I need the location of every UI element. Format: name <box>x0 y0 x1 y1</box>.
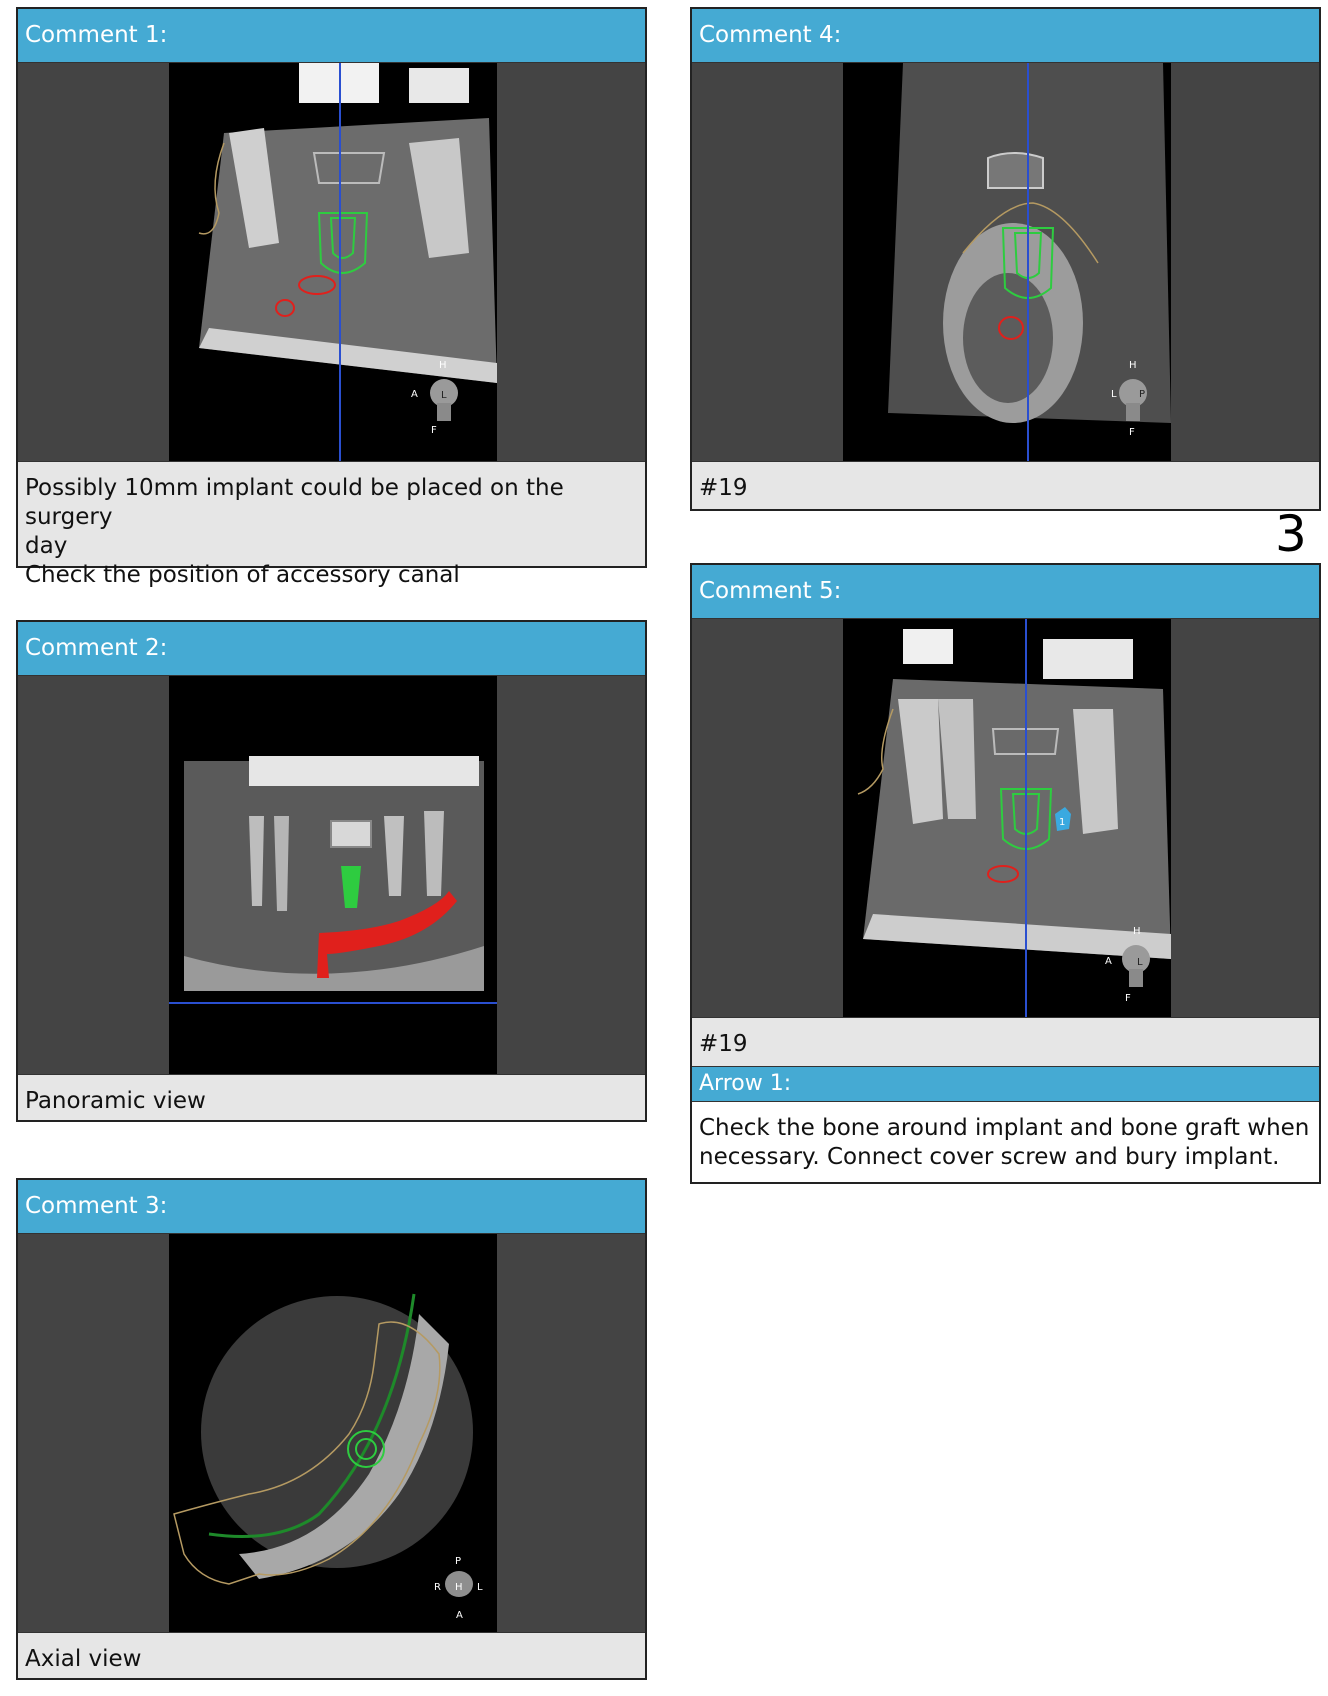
orientation-top-label: H <box>1129 360 1137 371</box>
comment-4-title: Comment 4: <box>692 9 1319 63</box>
orientation-left-label: A <box>1105 956 1112 967</box>
orientation-left-label: R <box>434 1582 441 1593</box>
caption-line-3: Check the position of accessory canal <box>25 562 460 588</box>
panoramic-scan <box>169 676 497 1074</box>
orientation-top-label: H <box>439 360 447 371</box>
comment-panel-3 <box>16 1178 647 1680</box>
comment-3-viewer[interactable] <box>18 1234 645 1633</box>
caption-line-1: Possibly 10mm implant could be placed on the surgery <box>25 475 564 530</box>
arrow-1-marker: 1 <box>1059 817 1066 828</box>
orientation-bottom-label: F <box>431 425 437 436</box>
arrow-text-line-2: necessary. Connect cover screw and bury implant. <box>699 1144 1280 1170</box>
comment-4-caption: #19 <box>699 475 748 501</box>
arrow-1-text <box>692 1102 1319 1182</box>
comment-2-title: Comment 2: <box>18 622 645 676</box>
orientation-right-label: L <box>1137 957 1143 968</box>
comment-panel-5 <box>690 563 1321 1184</box>
comment-2-caption: Panoramic view <box>25 1088 206 1114</box>
comment-5-title: Comment 5: <box>692 565 1319 619</box>
comment-1-title: Comment 1: <box>18 9 645 63</box>
comment-2-viewer[interactable] <box>18 676 645 1075</box>
orientation-right-label: L <box>441 390 447 401</box>
orientation-bottom-label: F <box>1125 993 1131 1004</box>
cross-section-scan-5 <box>843 619 1171 1017</box>
arrow-text-line-1: Check the bone around implant and bone graft when <box>699 1115 1310 1141</box>
comment-panel-2 <box>16 620 647 1122</box>
comment-4-viewer[interactable] <box>692 63 1319 462</box>
orientation-bottom-label: A <box>456 1610 463 1621</box>
orientation-top-label: H <box>1133 926 1141 937</box>
orientation-right-label: L <box>477 1582 483 1593</box>
axial-scan <box>169 1234 497 1632</box>
orientation-left-label: L <box>1111 389 1117 400</box>
cross-section-scan-4 <box>843 63 1171 461</box>
orientation-center-label: H <box>455 1582 463 1593</box>
comment-1-caption <box>18 462 645 598</box>
comment-1-viewer[interactable] <box>18 63 645 462</box>
page-number: 3 <box>1275 505 1307 563</box>
orientation-left-label: A <box>411 389 418 400</box>
cross-section-scan-1 <box>169 63 497 461</box>
caption-line-2: day <box>25 533 68 559</box>
comment-panel-4 <box>690 7 1321 511</box>
comment-3-caption: Axial view <box>25 1646 142 1672</box>
comment-panel-1 <box>16 7 647 588</box>
orientation-top-label: P <box>455 1556 462 1567</box>
comment-5-viewer[interactable] <box>692 619 1319 1018</box>
comment-5-caption: #19 <box>699 1031 748 1057</box>
arrow-1-title: Arrow 1: <box>692 1066 1319 1102</box>
orientation-right-label: P <box>1139 389 1146 400</box>
comment-3-title: Comment 3: <box>18 1180 645 1234</box>
orientation-bottom-label: F <box>1129 427 1135 438</box>
